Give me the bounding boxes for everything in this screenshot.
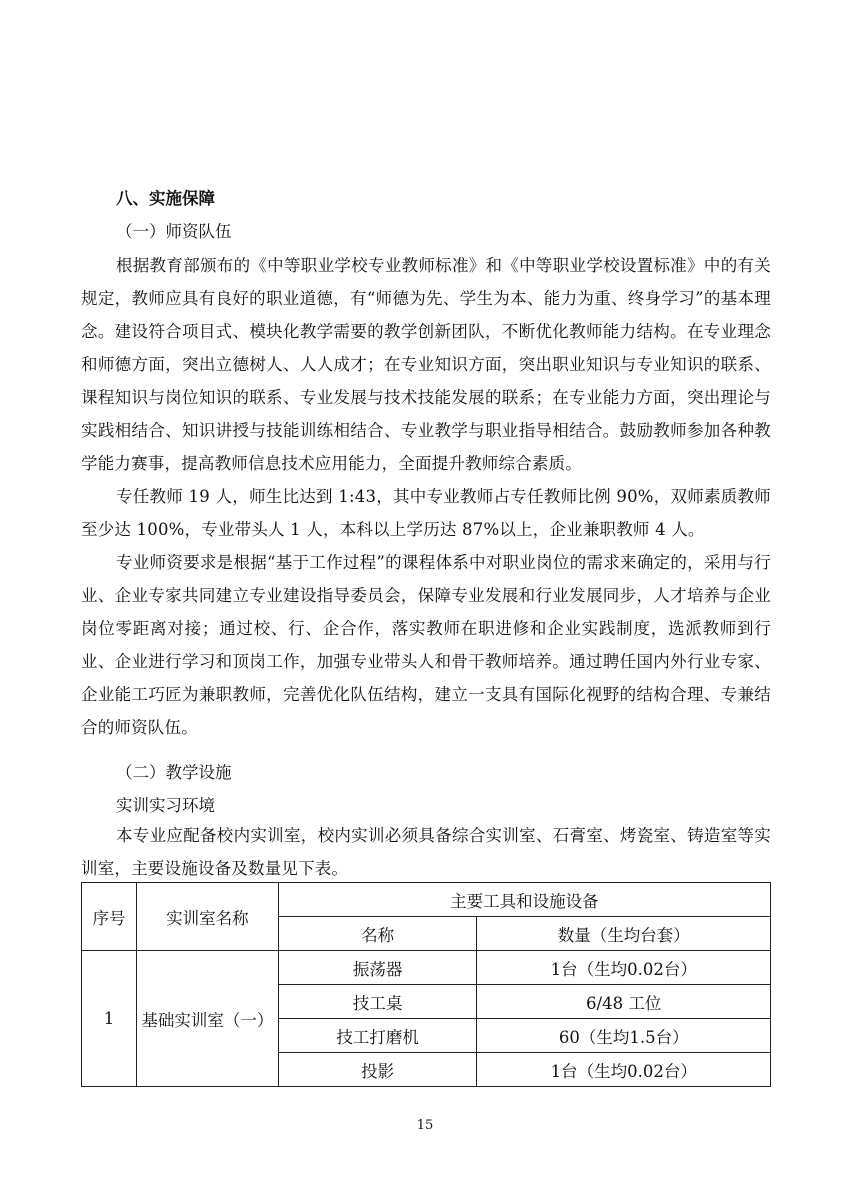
cell-quantity: 1台（生均0.02台） (477, 1053, 771, 1087)
cell-quantity: 6/48 工位 (477, 985, 771, 1019)
table-row (82, 951, 771, 985)
equipment-table (81, 882, 771, 1087)
paragraph-faculty-stats (81, 480, 771, 546)
header-item-name: 名称 (278, 917, 477, 951)
cell-item-name: 技工桌 (278, 985, 477, 1019)
cell-room-name: 基础实训室（一） (136, 951, 278, 1087)
paragraph-text: 专任教师 19 人，师生比达到 1:43，其中专业教师占专任教师比例 90%，双师素质教师至少达 100%，专业带头人 1 人，本科以上学历达 87%以上，企业兼职教师 4 人。 (81, 487, 771, 539)
table-header-row (82, 883, 771, 917)
subsection-heading-facilities: （二）教学设施 (116, 763, 232, 782)
cell-item-name: 振荡器 (278, 951, 477, 985)
cell-item-name: 技工打磨机 (278, 1019, 477, 1053)
section-heading: 八、实施保障 (116, 189, 215, 208)
paragraph-faculty-requirements (81, 546, 771, 744)
subsection-training-environment: 实训实习环境 (116, 796, 215, 815)
paragraph-text: 本专业应配备校内实训室，校内实训必须具备综合实训室、石膏室、烤瓷室、铸造室等实训室，主要设施设备及数量见下表。 (81, 826, 771, 878)
page-number: 15 (416, 1118, 434, 1133)
paragraph-text: 根据教育部颁布的《中等职业学校专业教师标准》和《中等职业学校设置标准》中的有关规定，教师应具有良好的职业道德，有“师德为先、学生为本、能力为重、终身学习”的基本理念。建设符合项目式、模块化教学需要的教学创新团队，不断优化教师能力结构。在专业理念和师德方面，突出立德树人、人人成才；在专业知识方面，突出职业知识与专业知识的联系、课程知识与岗位知识的联系、专业发展与技术技能发展的联系；在专业能力方面，突出理论与实践相结合、知识讲授与技能训练相结合、专业教学与职业指导相结合。鼓励教师参加各种教学能力赛事，提高教师信息技术应用能力，全面提升教师综合素质。 (81, 256, 771, 473)
header-seq: 序号 (82, 883, 137, 951)
paragraph-faculty-standards (81, 249, 771, 480)
paragraph-text: 专业师资要求是根据“基于工作过程”的课程体系中对职业岗位的需求来确定的，采用与行业、企业专家共同建立专业建设指导委员会，保障专业发展和行业发展同步，人才培养与企业岗位零距离对接；通过校、行、企合作，落实教师在职进修和企业实践制度，选派教师到行业、企业进行学习和顶岗工作，加强专业带头人和骨干教师培养。通过聘任国内外行业专家、企业能工巧匠为兼职教师，完善优化队伍结构，建立一支具有国际化视野的结构合理、专兼结合的师资队伍。 (81, 553, 771, 737)
cell-item-name: 投影 (278, 1053, 477, 1087)
paragraph-training-rooms (81, 819, 771, 885)
cell-quantity: 1台（生均0.02台） (477, 951, 771, 985)
header-room-name: 实训室名称 (136, 883, 278, 951)
header-equipment-group: 主要工具和设施设备 (278, 883, 770, 917)
cell-seq: 1 (82, 951, 137, 1087)
subsection-heading-faculty: （一）师资队伍 (116, 222, 232, 241)
cell-quantity: 60（生均1.5台） (477, 1019, 771, 1053)
header-quantity: 数量（生均台套） (477, 917, 771, 951)
